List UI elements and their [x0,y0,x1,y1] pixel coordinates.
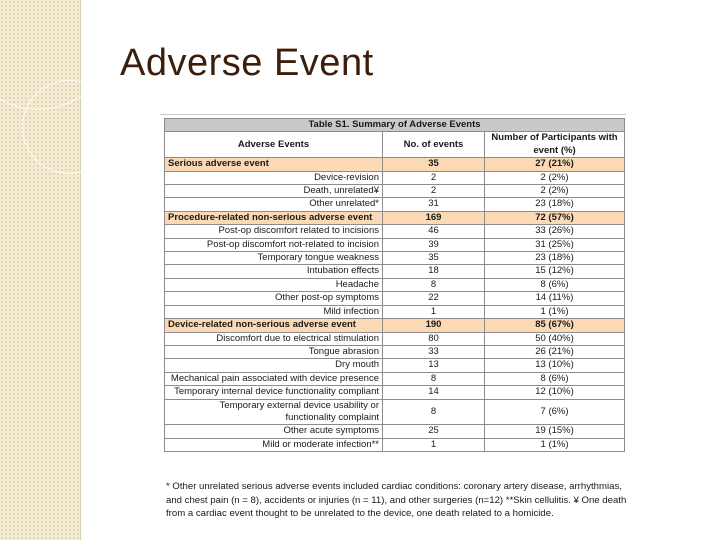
row-participants-percent: 2 (2%) [485,185,625,198]
row-event-count: 39 [383,238,485,251]
table-row [165,265,625,278]
adverse-events-table-container [164,118,624,452]
row-participants-percent: 8 (6%) [485,278,625,291]
table-row [165,185,625,198]
row-label: Post-op discomfort related to incisions [165,225,383,238]
column-header-participants: Number of Participants with event (%) [485,132,625,158]
row-participants-percent: 27 (21%) [485,158,625,171]
row-event-count: 1 [383,305,485,318]
row-event-count: 35 [383,252,485,265]
row-participants-percent: 85 (67%) [485,319,625,332]
row-label: Mild infection [165,305,383,318]
row-label: Headache [165,278,383,291]
row-event-count: 22 [383,292,485,305]
table-row [165,292,625,305]
row-label: Tongue abrasion [165,345,383,358]
table-row [165,399,625,425]
table-row [165,332,625,345]
table-footnote: * Other unrelated serious adverse events included cardiac conditions: coronary artery disease, arrhythmias, and chest pain (n = 8), accidents or injuries (n = 11), and other surgeries (n=12) **Skin cellulitis. ¥ One death from a cardiac event thought to be unrelated to the device, one death related to a homicide. [166,481,627,519]
table-row [165,252,625,265]
row-event-count: 46 [383,225,485,238]
row-event-count: 8 [383,372,485,385]
row-label: Temporary tongue weakness [165,252,383,265]
row-event-count: 14 [383,386,485,399]
row-event-count: 169 [383,211,485,224]
table-row [165,278,625,291]
row-label: Post-op discomfort not-related to incision [165,238,383,251]
row-participants-percent: 23 (18%) [485,198,625,211]
row-participants-percent: 7 (6%) [485,399,625,425]
row-participants-percent: 33 (26%) [485,225,625,238]
table-row [165,225,625,238]
row-label: Intubation effects [165,265,383,278]
row-participants-percent: 2 (2%) [485,171,625,184]
row-participants-percent: 14 (11%) [485,292,625,305]
row-label: Temporary internal device functionality compliant [165,386,383,399]
row-event-count: 35 [383,158,485,171]
row-participants-percent: 72 (57%) [485,211,625,224]
row-participants-percent: 13 (10%) [485,359,625,372]
row-participants-percent: 1 (1%) [485,305,625,318]
row-participants-percent: 1 (1%) [485,438,625,451]
row-label: Death, unrelated¥ [165,185,383,198]
row-label: Mechanical pain associated with device presence [165,372,383,385]
row-label: Dry mouth [165,359,383,372]
row-label: Other post-op symptoms [165,292,383,305]
table-group-row [165,211,625,224]
row-event-count: 25 [383,425,485,438]
table-row [165,372,625,385]
row-event-count: 31 [383,198,485,211]
column-header-adverse-events: Adverse Events [165,132,383,158]
table-group-row [165,158,625,171]
row-event-count: 2 [383,171,485,184]
row-participants-percent: 8 (6%) [485,372,625,385]
row-event-count: 33 [383,345,485,358]
table-row [165,238,625,251]
row-label: Device-related non-serious adverse event [165,319,383,332]
row-participants-percent: 12 (10%) [485,386,625,399]
row-participants-percent: 26 (21%) [485,345,625,358]
table-group-row [165,319,625,332]
row-event-count: 190 [383,319,485,332]
row-participants-percent: 19 (15%) [485,425,625,438]
table-row [165,198,625,211]
table-caption: Table S1. Summary of Adverse Events [165,119,625,132]
row-event-count: 8 [383,399,485,425]
table-body [165,158,625,452]
table-row [165,425,625,438]
row-event-count: 8 [383,278,485,291]
slide-title: Adverse Event [120,42,374,84]
decorative-circle-small [22,80,116,174]
row-label: Discomfort due to electrical stimulation [165,332,383,345]
table-row [165,345,625,358]
title-divider [160,114,626,115]
row-participants-percent: 31 (25%) [485,238,625,251]
row-label: Other acute symptoms [165,425,383,438]
row-event-count: 80 [383,332,485,345]
row-event-count: 13 [383,359,485,372]
table-row [165,171,625,184]
column-header-number-of-events: No. of events [383,132,485,158]
table-row [165,438,625,451]
row-label: Serious adverse event [165,158,383,171]
row-label: Procedure-related non-serious adverse event [165,211,383,224]
row-event-count: 2 [383,185,485,198]
row-label: Mild or moderate infection** [165,438,383,451]
table-row [165,359,625,372]
row-participants-percent: 15 (12%) [485,265,625,278]
table-row [165,386,625,399]
adverse-events-table [164,118,625,452]
row-event-count: 18 [383,265,485,278]
row-participants-percent: 50 (40%) [485,332,625,345]
table-row [165,305,625,318]
row-event-count: 1 [383,438,485,451]
row-label: Other unrelated* [165,198,383,211]
row-label: Device-revision [165,171,383,184]
row-label: Temporary external device usability or functionality complaint [165,399,383,425]
row-participants-percent: 23 (18%) [485,252,625,265]
